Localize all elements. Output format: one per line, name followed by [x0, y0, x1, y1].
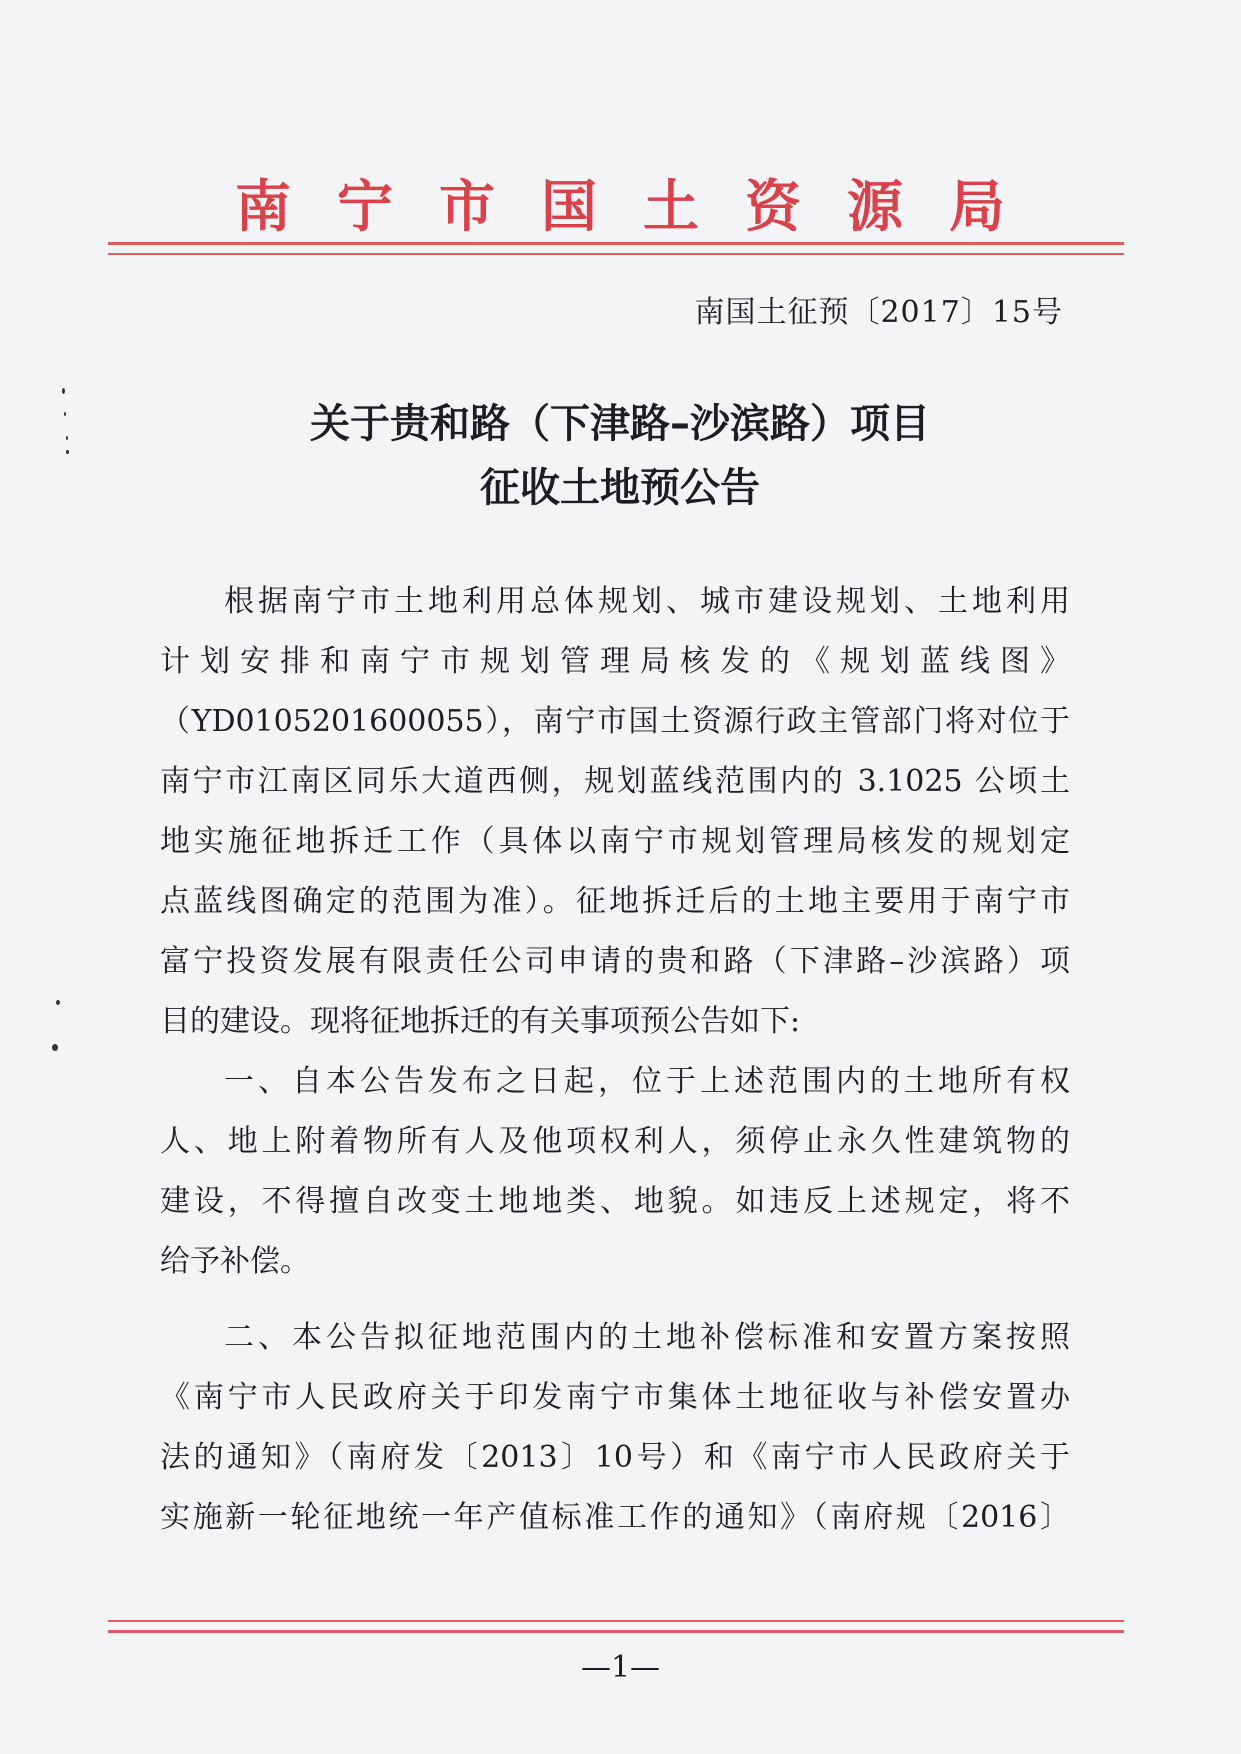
scan-speck [66, 436, 68, 440]
paragraph-1 [160, 572, 1070, 1052]
body-line: 计划安排和南宁市规划管理局核发的《规划蓝线图》 [160, 644, 1070, 679]
body-line: 建设，不得擅自改变土地地类、地貌。如违反上述规定，将不 [160, 1184, 1070, 1219]
scan-speck [52, 1044, 58, 1051]
page-number: —1— [580, 1650, 661, 1685]
header-divider-thin [108, 253, 1124, 255]
header-char: 局 [949, 174, 1005, 240]
title-line-2: 征收土地预公告 [480, 465, 760, 511]
body-line: 法的通知》（南府发〔2013〕10号）和《南宁市人民政府关于 [160, 1440, 1070, 1475]
scan-speck [66, 450, 69, 454]
document-title [120, 392, 1120, 520]
scan-speck [56, 1000, 60, 1005]
scan-speck [62, 388, 65, 394]
footer-divider-thick [108, 1630, 1124, 1633]
notice-body [160, 572, 1070, 1548]
footer-divider-thin [108, 1620, 1124, 1622]
issuing-authority-header [110, 162, 1130, 252]
header-divider-thick [108, 242, 1124, 245]
paragraph-2 [160, 1052, 1070, 1292]
body-line: 一、自本公告发布之日起，位于上述范围内的土地所有权 [224, 1064, 1070, 1099]
body-line: 给予补偿。 [160, 1244, 310, 1279]
header-char: 南 [235, 174, 291, 240]
body-line: 《南宁市人民政府关于印发南宁市集体土地征收与补偿安置办 [160, 1380, 1070, 1415]
body-line: 地实施征地拆迁工作（具体以南宁市规划管理局核发的规划定 [160, 824, 1070, 859]
body-line: 根据南宁市土地利用总体规划、城市建设规划、土地利用 [224, 584, 1070, 619]
body-line: 人、地上附着物所有人及他项权利人，须停止永久性建筑物的 [160, 1124, 1070, 1159]
body-line: 点蓝线图确定的范围为准）。征地拆迁后的土地主要用于南宁市 [160, 884, 1070, 919]
scan-speck [64, 412, 66, 416]
body-line: 富宁投资发展有限责任公司申请的贵和路（下津路–沙滨路）项 [160, 944, 1070, 979]
title-line-1: 关于贵和路（下津路–沙滨路）项目 [310, 401, 930, 447]
header-char: 国 [541, 174, 597, 240]
body-line: 南宁市江南区同乐大道西侧，规划蓝线范围内的 3.1025 公顷土 [160, 764, 1070, 799]
body-line: 二、本公告拟征地范围内的土地补偿标准和安置方案按照 [224, 1320, 1070, 1355]
body-line: 目的建设。现将征地拆迁的有关事项预公告如下: [160, 1004, 801, 1039]
header-char: 土 [643, 174, 699, 240]
document-number: 南国土征预〔2017〕15号 [694, 295, 1063, 330]
header-char: 宁 [337, 174, 393, 240]
header-char: 资 [745, 174, 801, 240]
body-line: （YD0105201600055），南宁市国土资源行政主管部门将对位于 [160, 704, 1070, 739]
body-line: 实施新一轮征地统一年产值标准工作的通知》（南府规〔2016〕 [160, 1500, 1070, 1535]
header-char: 源 [847, 174, 903, 240]
header-char: 市 [439, 174, 495, 240]
paragraph-3 [160, 1308, 1070, 1548]
